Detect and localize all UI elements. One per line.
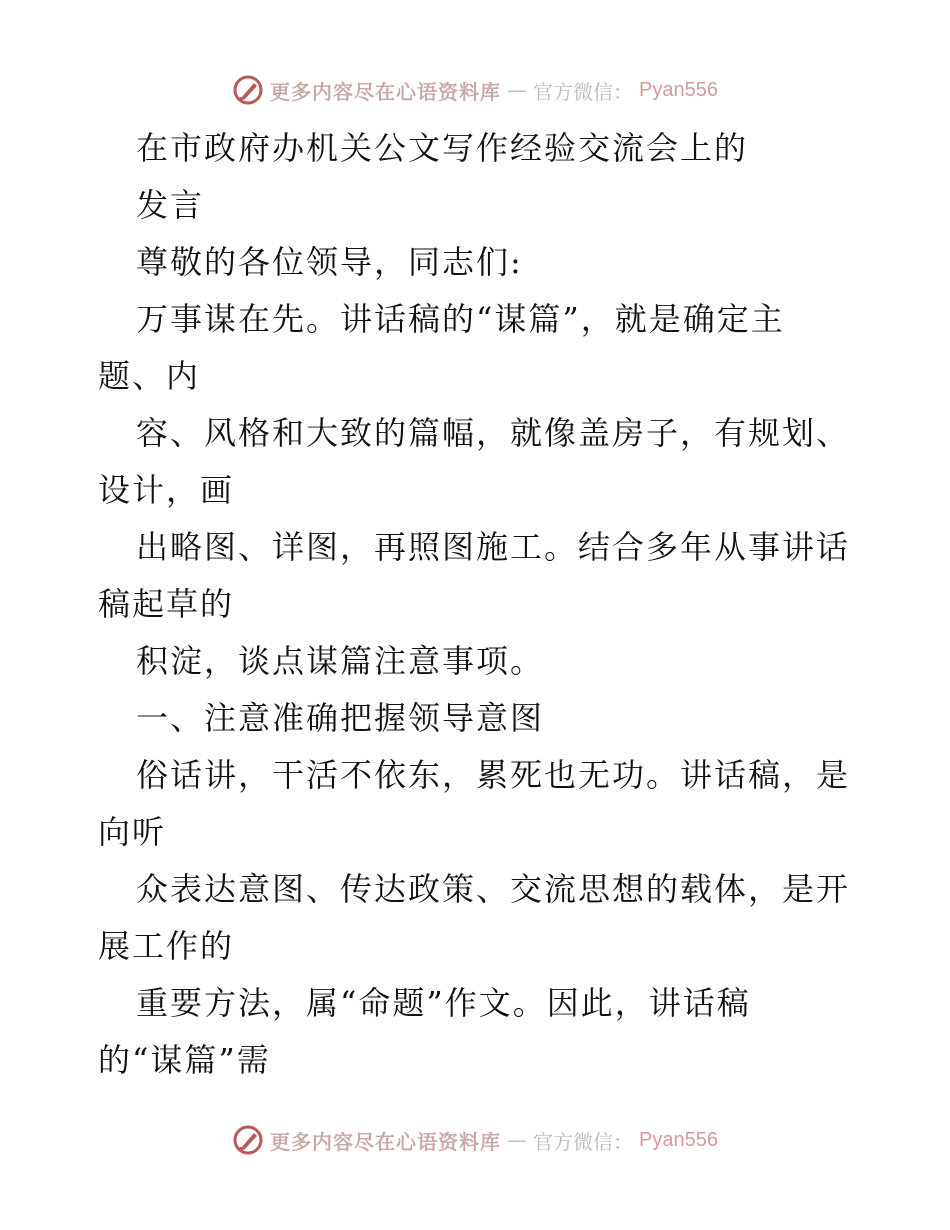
text-line: 一、注意准确把握领导意图 [136,699,545,737]
watermark-separator: — [507,1128,528,1152]
text-line: 容、风格和大致的篇幅，就像盖房子，有规划、 [136,414,851,452]
text-line: 发言 [136,186,205,224]
text-line: 向听 [98,813,167,851]
document-body [98,120,878,1089]
wechat-id: Pyan556 [639,1128,718,1151]
text-line: 万事谋在先。讲话稿的“谋篇”，就是确定主 [136,300,785,338]
text-line: 展工作的 [98,927,235,965]
footer-watermark [0,1120,950,1160]
header-watermark [0,70,950,110]
text-line: 题、内 [98,357,201,395]
text-line: 稿起草的 [98,585,235,623]
text-line: 尊敬的各位领导，同志们: [136,243,523,281]
wechat-label: 官方微信： [533,1129,634,1154]
text-line: 出略图、详图，再照图施工。结合多年从事讲话 [136,528,851,566]
text-line: 重要方法，属“命题”作文。因此，讲话稿 [136,984,751,1022]
watermark-text: 更多内容尽在心语资料库 [270,1129,502,1154]
quill-logo-icon [232,74,264,106]
wechat-id: Pyan556 [639,78,718,101]
text-line: 设计，画 [98,471,235,509]
quill-logo-icon [232,1124,264,1156]
watermark-separator: — [507,78,528,102]
watermark-text: 更多内容尽在心语资料库 [270,79,502,104]
text-line: 俗话讲，干活不依东，累死也无功。讲话稿，是 [136,756,851,794]
text-line: 的“谋篇”需 [98,1041,271,1079]
text-line: 众表达意图、传达政策、交流思想的载体，是开 [136,870,851,908]
text-line: 积淀，谈点谋篇注意事项。 [136,642,545,680]
wechat-label: 官方微信： [533,79,634,104]
text-line: 在市政府办机关公文写作经验交流会上的 [136,129,749,167]
